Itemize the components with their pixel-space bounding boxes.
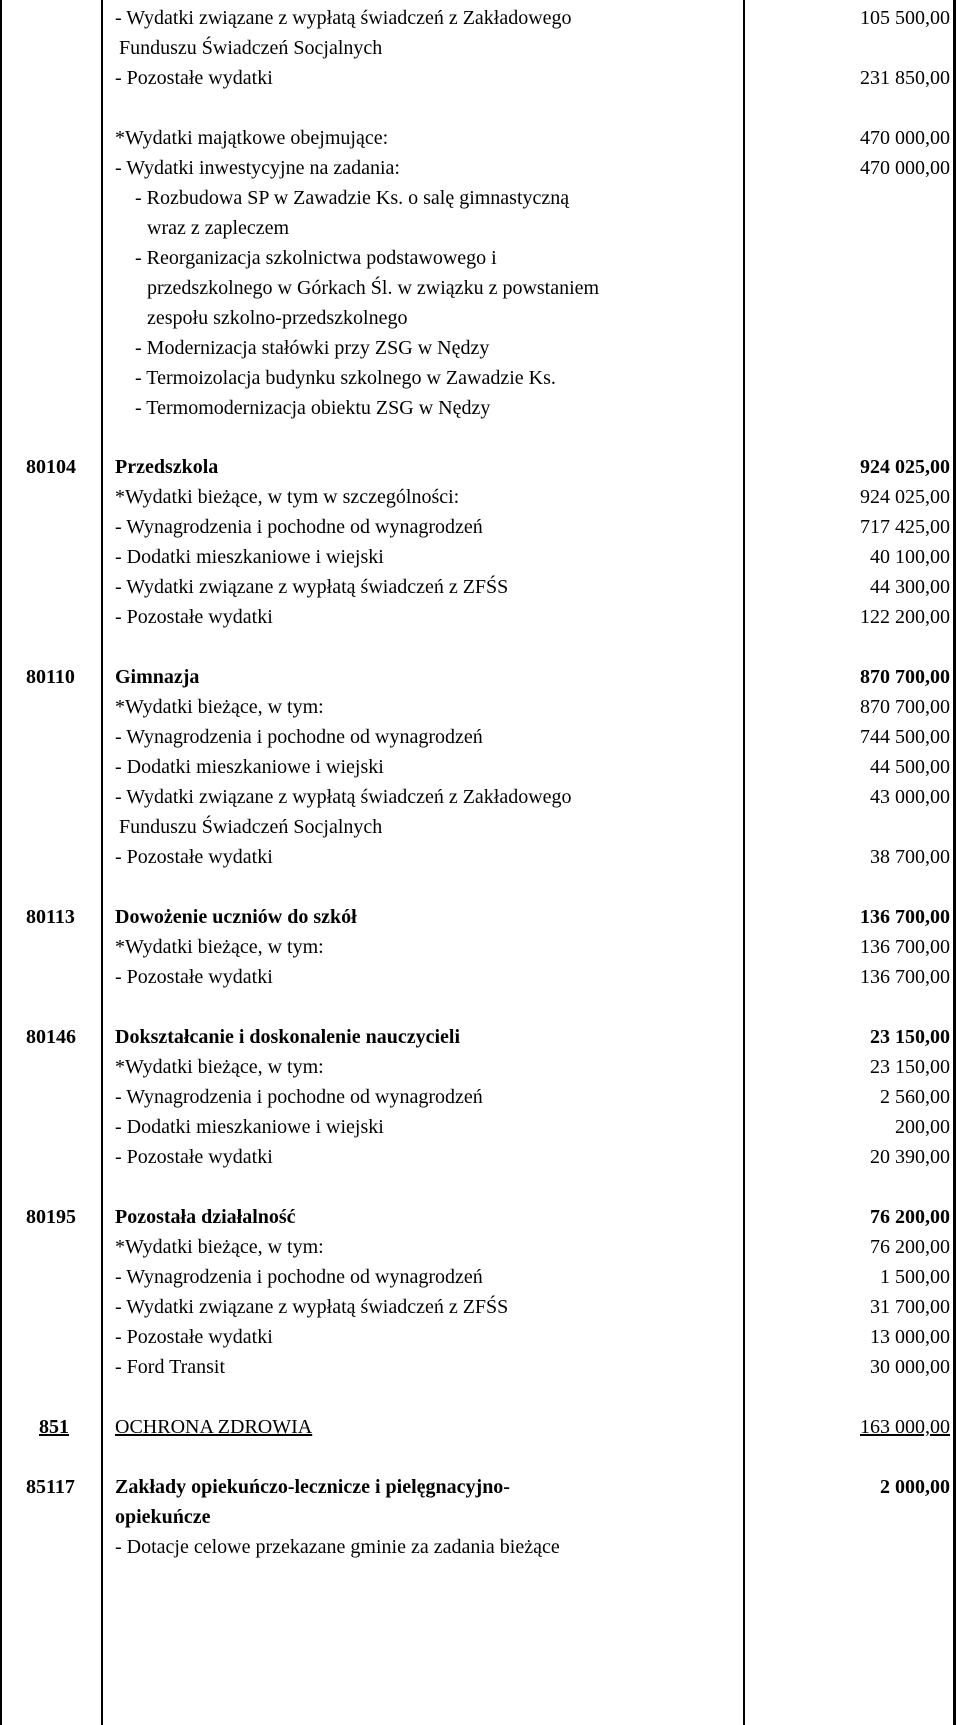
item-description: Zakłady opiekuńczo-lecznicze i pielęgnacyjno- xyxy=(115,1476,510,1498)
item-amount: 122 200,00 xyxy=(860,606,950,628)
table-row-text xyxy=(0,1051,743,1084)
item-description: - Modernizacja stałówki przy ZSG w Nędzy xyxy=(135,337,490,359)
item-amount: 23 150,00 xyxy=(870,1026,950,1048)
item-description: - Wynagrodzenia i pochodne od wynagrodzeń xyxy=(115,1266,483,1288)
table-row-text xyxy=(0,1111,743,1144)
table-row-text xyxy=(0,302,743,335)
item-amount: 2 560,00 xyxy=(880,1086,950,1108)
item-description: - Dodatki mieszkaniowe i wiejski xyxy=(115,546,384,568)
item-description: - Reorganizacja szkolnictwa podstawowego i xyxy=(135,247,497,269)
item-description: wraz z zapleczem xyxy=(147,217,290,239)
item-amount: 870 700,00 xyxy=(860,666,950,688)
item-amount: 105 500,00 xyxy=(860,7,950,29)
item-description: - Rozbudowa SP w Zawadzie Ks. o salę gimnastyczną xyxy=(135,187,570,209)
item-description: Funduszu Świadczeń Socjalnych xyxy=(119,37,383,59)
table-row-text xyxy=(0,212,743,245)
item-amount: 136 700,00 xyxy=(860,966,950,988)
item-description: - Ford Transit xyxy=(115,1356,226,1378)
item-description: - Wynagrodzenia i pochodne od wynagrodzeń xyxy=(115,516,483,538)
item-description: opiekuńcze xyxy=(115,1506,211,1528)
item-description: - Termoizolacja budynku szkolnego w Zawadzie Ks. xyxy=(135,367,556,389)
table-row-text xyxy=(0,362,743,395)
table-row-text xyxy=(0,811,743,844)
table-row-text xyxy=(0,1081,743,1114)
table-row-text xyxy=(0,721,743,754)
table-row-text xyxy=(0,1141,743,1174)
table-row-text xyxy=(0,1411,743,1444)
table-row-text xyxy=(0,1021,743,1054)
item-description: - Wydatki inwestycyjne na zadania: xyxy=(115,157,400,179)
item-amount: 870 700,00 xyxy=(860,696,950,718)
item-description: Funduszu Świadczeń Socjalnych xyxy=(119,816,383,838)
item-amount: 38 700,00 xyxy=(870,846,950,868)
classification-code: 80104 xyxy=(26,456,76,478)
table-row-text xyxy=(0,1231,743,1264)
table-row-text xyxy=(0,511,743,544)
classification-code: 85117 xyxy=(26,1476,75,1498)
table-row-text xyxy=(0,451,743,484)
classification-code: 80195 xyxy=(26,1206,76,1228)
item-description: - Pozostałe wydatki xyxy=(115,67,273,89)
item-description: Dokształcanie i doskonalenie nauczycieli xyxy=(115,1026,460,1048)
item-amount: 44 300,00 xyxy=(870,576,950,598)
item-description: - Wydatki związane z wypłatą świadczeń z ZFŚS xyxy=(115,576,509,598)
item-amount: 1 500,00 xyxy=(880,1266,950,1288)
item-description: - Dodatki mieszkaniowe i wiejski xyxy=(115,1116,384,1138)
item-description: - Pozostałe wydatki xyxy=(115,966,273,988)
table-row-text xyxy=(0,781,743,814)
table-row-text xyxy=(0,541,743,574)
table-row-text xyxy=(0,691,743,724)
item-amount: 744 500,00 xyxy=(860,726,950,748)
item-amount: 30 000,00 xyxy=(870,1356,950,1378)
classification-code: 851 xyxy=(39,1416,69,1438)
item-description: - Dodatki mieszkaniowe i wiejski xyxy=(115,756,384,778)
item-amount: 470 000,00 xyxy=(860,157,950,179)
item-description: Przedszkola xyxy=(115,456,219,478)
item-description: - Pozostałe wydatki xyxy=(115,606,273,628)
table-row-text xyxy=(0,2,743,35)
item-description: zespołu szkolno-przedszkolnego xyxy=(147,307,408,329)
table-row-text xyxy=(0,601,743,634)
table-row-text xyxy=(0,1201,743,1234)
table-row-text xyxy=(0,961,743,994)
table-row-text xyxy=(0,1351,743,1384)
item-description: *Wydatki bieżące, w tym: xyxy=(115,1236,324,1258)
table-row-text xyxy=(0,122,743,155)
table-row-text xyxy=(0,931,743,964)
table-row-text xyxy=(0,901,743,934)
item-description: *Wydatki bieżące, w tym: xyxy=(115,936,324,958)
item-description: *Wydatki bieżące, w tym: xyxy=(115,696,324,718)
table-row-text xyxy=(0,1291,743,1324)
item-description: *Wydatki majątkowe obejmujące: xyxy=(115,127,389,149)
item-description: przedszkolnego w Górkach Śl. w związku z powstaniem xyxy=(147,277,600,299)
item-description: - Pozostałe wydatki xyxy=(115,846,273,868)
item-description: - Termomodernizacja obiektu ZSG w Nędzy xyxy=(135,397,491,419)
item-amount: 13 000,00 xyxy=(870,1326,950,1348)
table-row-text xyxy=(0,751,743,784)
table-row-text xyxy=(0,242,743,275)
item-description: *Wydatki bieżące, w tym: xyxy=(115,1056,324,1078)
item-description: - Wynagrodzenia i pochodne od wynagrodzeń xyxy=(115,1086,483,1108)
item-description: - Pozostałe wydatki xyxy=(115,1146,273,1168)
table-row-text xyxy=(0,62,743,95)
item-amount: 76 200,00 xyxy=(870,1206,950,1228)
item-amount: 136 700,00 xyxy=(860,936,950,958)
item-amount: 924 025,00 xyxy=(860,456,950,478)
item-amount: 31 700,00 xyxy=(870,1296,950,1318)
item-amount: 76 200,00 xyxy=(870,1236,950,1258)
item-description: - Wynagrodzenia i pochodne od wynagrodzeń xyxy=(115,726,483,748)
item-amount: 43 000,00 xyxy=(870,786,950,808)
table-row-text xyxy=(0,1501,743,1534)
table-row-text xyxy=(0,152,743,185)
item-amount: 924 025,00 xyxy=(860,486,950,508)
table-row-text xyxy=(0,1321,743,1354)
item-description: Pozostała działalność xyxy=(115,1206,296,1228)
item-description: - Dotacje celowe przekazane gminie za zadania bieżące xyxy=(115,1536,560,1558)
item-description: - Wydatki związane z wypłatą świadczeń z ZFŚS xyxy=(115,1296,509,1318)
item-amount: 20 390,00 xyxy=(870,1146,950,1168)
item-description: Gimnazja xyxy=(115,666,200,688)
item-amount: 231 850,00 xyxy=(860,67,950,89)
table-row-text xyxy=(0,841,743,874)
table-row-text xyxy=(0,661,743,694)
table-row-text xyxy=(0,332,743,365)
table-row-text xyxy=(0,182,743,215)
item-description: *Wydatki bieżące, w tym w szczególności: xyxy=(115,486,460,508)
item-amount: 136 700,00 xyxy=(860,906,950,928)
item-amount: 40 100,00 xyxy=(870,546,950,568)
table-row-text xyxy=(0,392,743,425)
table-row-text xyxy=(0,1261,743,1294)
item-amount: 200,00 xyxy=(895,1116,950,1138)
item-amount: 163 000,00 xyxy=(860,1416,950,1438)
item-description: Dowożenie uczniów do szkół xyxy=(115,906,357,928)
table-row-text xyxy=(0,32,743,65)
item-amount: 717 425,00 xyxy=(860,516,950,538)
item-description: - Wydatki związane z wypłatą świadczeń z Zakładowego xyxy=(115,7,572,29)
classification-code: 80146 xyxy=(26,1026,76,1048)
classification-code: 80113 xyxy=(26,906,75,928)
item-description: OCHRONA ZDROWIA xyxy=(115,1416,313,1438)
table-row-text xyxy=(0,1531,743,1564)
item-amount: 470 000,00 xyxy=(860,127,950,149)
item-amount: 44 500,00 xyxy=(870,756,950,778)
table-row-text xyxy=(0,571,743,604)
table-row-text xyxy=(0,1471,743,1504)
item-amount: 2 000,00 xyxy=(880,1476,950,1498)
item-description: - Pozostałe wydatki xyxy=(115,1326,273,1348)
table-row-text xyxy=(0,272,743,305)
table-row-text xyxy=(0,481,743,514)
classification-code: 80110 xyxy=(26,666,75,688)
item-description: - Wydatki związane z wypłatą świadczeń z Zakładowego xyxy=(115,786,572,808)
item-amount: 23 150,00 xyxy=(870,1056,950,1078)
